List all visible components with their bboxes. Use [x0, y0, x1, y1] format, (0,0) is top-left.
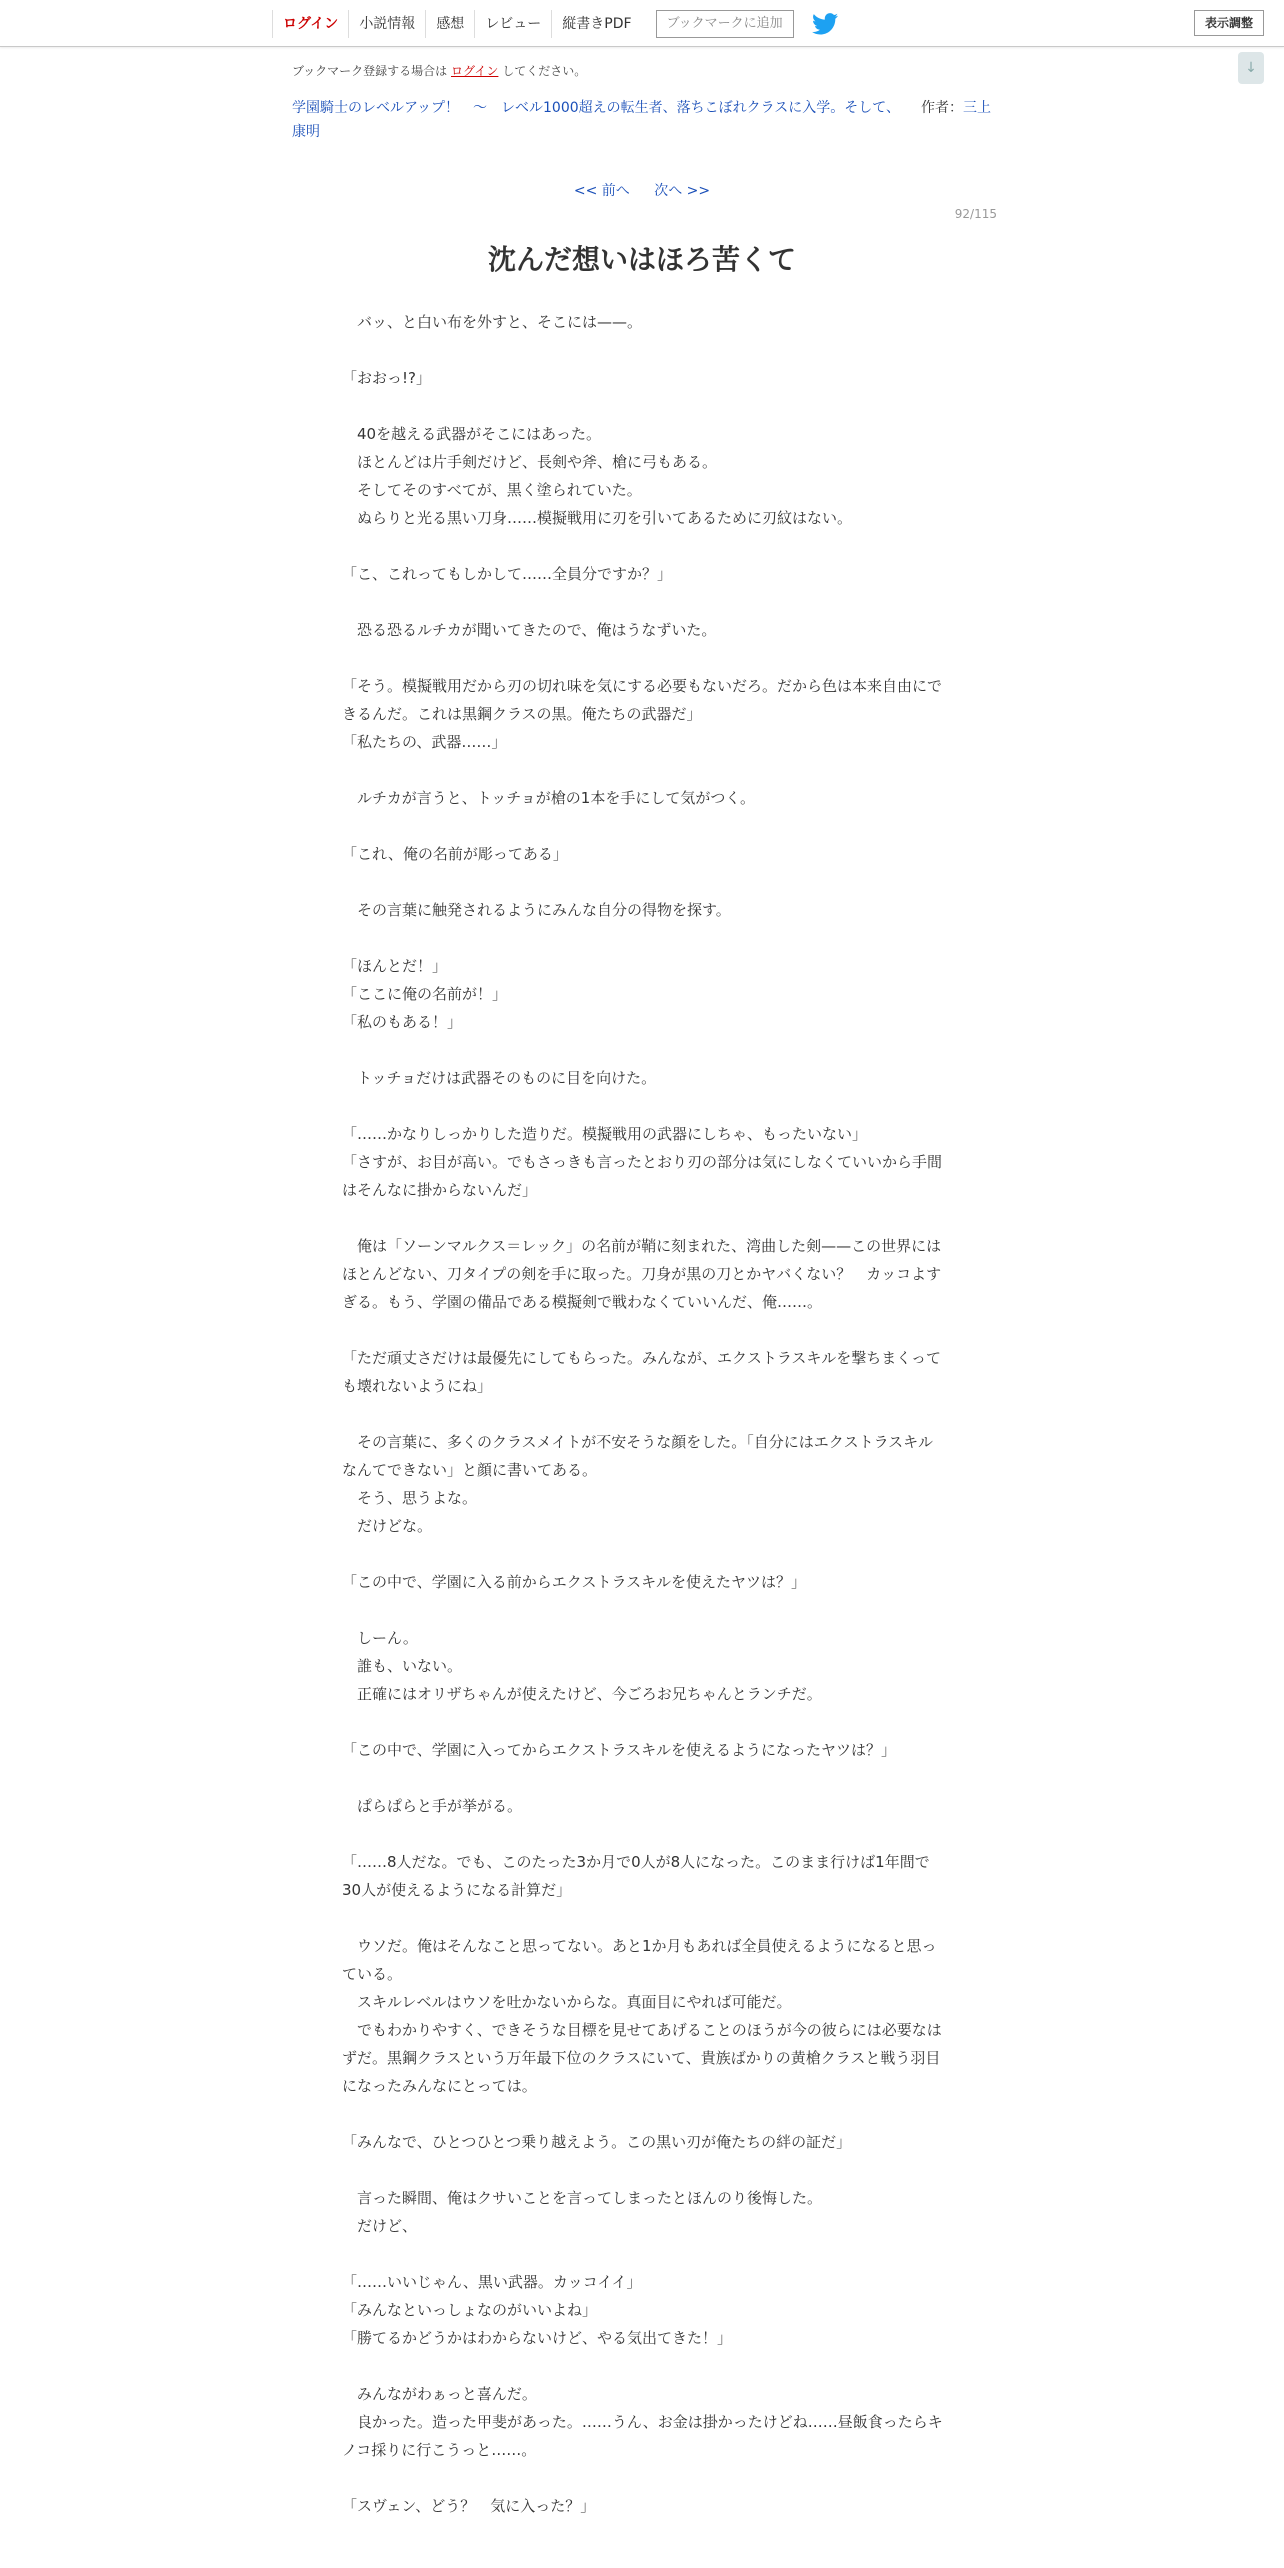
- blank-line: [342, 1708, 947, 1736]
- body-paragraph: ほとんどは片手剣だけど、長剣や斧、槍に弓もある。: [342, 453, 718, 471]
- body-paragraph: 「スヴェン、どう？ 気に入った？」: [342, 2497, 596, 2515]
- body-paragraph: スキルレベルはウソを吐かないからな。真面目にやれば可能だ。: [342, 1993, 792, 2011]
- body-paragraph: 「この中で、学園に入ってからエクストラスキルを使えるようになったヤツは？」: [342, 1741, 896, 1759]
- body-paragraph: 「これ、俺の名前が彫ってある」: [342, 845, 568, 863]
- series-header: [292, 96, 997, 144]
- body-paragraph: 俺は「ソーンマルクス＝レック」の名前が鞘に刻まれた、湾曲した剣——この世界にはほとんどない、刀タイプの剣を手に取った。刀身が黒の刀とかヤバくない？ カッコよすぎる。もう、学園の備品である模擬剣で戦わなくていいんだ、俺……。: [342, 1237, 942, 1311]
- blank-line: [342, 868, 947, 896]
- blank-line: [342, 2100, 947, 2128]
- blank-line: [342, 392, 947, 420]
- body-paragraph: 「……かなりしっかりした造りだ。模擬戦用の武器にしちゃ、もったいない」: [342, 1125, 868, 1143]
- body-paragraph: 「みんなで、ひとつひとつ乗り越えよう。この黒い刃が俺たちの絆の証だ」: [342, 2133, 852, 2151]
- blank-line: [342, 588, 947, 616]
- body-paragraph: 「ここに俺の名前が！」: [342, 985, 508, 1003]
- blank-line: [342, 336, 947, 364]
- blank-line: [342, 2240, 947, 2268]
- blank-line: [342, 532, 947, 560]
- body-paragraph: 「ただ頑丈さだけは最優先にしてもらった。みんなが、エクストラスキルを撃ちまくっても壊れないようにね」: [342, 1349, 941, 1395]
- body-paragraph: ルチカが言うと、トッチョが槍の1本を手にして気がつく。: [342, 789, 756, 807]
- body-paragraph: 「おおっ!?」: [342, 369, 431, 387]
- author-label: 作者：: [920, 100, 963, 116]
- blank-line: [342, 812, 947, 840]
- blank-line: [342, 1092, 947, 1120]
- body-paragraph: ぬらりと光る黒い刀身……模擬戦用に刃を引いてあるために刃紋はない。: [342, 509, 853, 527]
- chapter-title: 沈んだ想いはほろ苦くて: [487, 243, 796, 276]
- prev-link[interactable]: << 前へ: [573, 183, 630, 199]
- scroll-down-icon[interactable]: ↓: [1238, 52, 1264, 84]
- novel-info-link[interactable]: 小説情報: [348, 10, 425, 38]
- blank-line: [342, 1400, 947, 1428]
- body-paragraph: 言った瞬間、俺はクサいことを言ってしまったとほんのり後悔した。: [342, 2189, 823, 2207]
- body-paragraph: その言葉に触発されるようにみんな自分の得物を探す。: [342, 901, 731, 919]
- review-link[interactable]: レビュー: [474, 10, 551, 38]
- body-paragraph: 「この中で、学園に入る前からエクストラスキルを使えたヤツは？」: [342, 1573, 806, 1591]
- page-count: 92/115: [954, 207, 997, 221]
- vertical-pdf-link[interactable]: 縦書きPDF: [551, 10, 641, 38]
- body-paragraph: 「私のもある！」: [342, 1013, 463, 1031]
- blank-line: [342, 644, 947, 672]
- display-settings-button[interactable]: 表示調整: [1194, 10, 1264, 36]
- body-paragraph: トッチョだけは武器そのものに目を向けた。: [342, 1069, 657, 1087]
- body-paragraph: 「勝てるかどうかはわからないけど、やる気出てきた！」: [342, 2329, 733, 2347]
- author-link[interactable]: 三上康明: [292, 100, 991, 140]
- body-paragraph: 恐る恐るルチカが聞いてきたので、俺はうなずいた。: [342, 621, 717, 639]
- main-nav: [272, 10, 838, 38]
- notice-login-link[interactable]: ログイン: [451, 64, 499, 78]
- blank-line: [342, 2464, 947, 2492]
- body-paragraph: そう、思うよな。: [342, 1489, 478, 1507]
- blank-line: [342, 1904, 947, 1932]
- body-paragraph: 「そう。模擬戦用だから刃の切れ味を気にする必要もないだろ。だから色は本来自由にできるんだ。これは黒鋼クラスの黒。俺たちの武器だ」: [342, 677, 943, 723]
- blank-line: [342, 1820, 947, 1848]
- body-paragraph: 誰も、いない。: [342, 1657, 463, 1675]
- blank-line: [342, 1764, 947, 1792]
- body-paragraph: 「……8人だな。でも、このたった3か月で0人が8人になった。このまま行けば1年間で30人が使えるようになる計算だ」: [342, 1853, 930, 1899]
- blank-line: [342, 924, 947, 952]
- series-title-link[interactable]: 学園騎士のレベルアップ！ 〜 レベル1000超えの転生者、落ちこぼれクラスに入学。そして、: [292, 100, 893, 116]
- blank-line: [342, 1316, 947, 1344]
- body-paragraph: ウソだ。俺はそんなこと思ってない。あと1か月もあれば全員使えるようになると思っている。: [342, 1937, 937, 1983]
- body-paragraph: 「こ、これってもしかして……全員分ですか？」: [342, 565, 673, 583]
- body-paragraph: そしてそのすべてが、黒く塗られていた。: [342, 481, 642, 499]
- body-paragraph: 「さすが、お目が高い。でもさっきも言ったとおり刃の部分は気にしなくていいから手間はそんなに掛からないんだ」: [342, 1153, 943, 1199]
- body-paragraph: だけど、: [342, 2217, 418, 2235]
- body-paragraph: 「……いいじゃん、黒い武器。カッコイイ」: [342, 2273, 642, 2291]
- body-paragraph: みんながわぁっと喜んだ。: [342, 2385, 537, 2403]
- bookmark-login-notice: [292, 62, 586, 79]
- login-link[interactable]: ログイン: [272, 10, 348, 38]
- body-paragraph: でもわかりやすく、できそうな目標を見せてあげることのほうが今の彼らには必要なはずだ。黒鋼クラスという万年最下位のクラスにいて、貴族ばかりの黄槍クラスと戦う羽目になったみんなにとっては。: [342, 2021, 942, 2095]
- blank-line: [342, 1036, 947, 1064]
- body-paragraph: 正確にはオリザちゃんが使えたけど、今ごろお兄ちゃんとランチだ。: [342, 1685, 822, 1703]
- blank-line: [342, 1596, 947, 1624]
- body-paragraph: 「みんなといっしょなのがいいよね」: [342, 2301, 598, 2319]
- twitter-icon[interactable]: [812, 13, 838, 35]
- next-link[interactable]: 次へ >>: [654, 183, 711, 199]
- blank-line: [342, 2156, 947, 2184]
- body-paragraph: 40を越える武器がそこにはあった。: [342, 425, 601, 443]
- body-paragraph: 良かった。造った甲斐があった。……うん、お金は掛かったけどね……昼飯食ったらキノコ採りに行こうっと……。: [342, 2413, 943, 2459]
- body-paragraph: だけどな。: [342, 1517, 433, 1535]
- novel-body: [342, 308, 947, 2520]
- blank-line: [342, 1204, 947, 1232]
- impressions-link[interactable]: 感想: [425, 10, 474, 38]
- blank-line: [342, 756, 947, 784]
- blank-line: [342, 2352, 947, 2380]
- notice-text-before: ブックマーク登録する場合は: [292, 64, 448, 78]
- body-paragraph: 「私たちの、武器……」: [342, 733, 507, 751]
- blank-line: [342, 1540, 947, 1568]
- add-bookmark-button[interactable]: ブックマークに追加: [656, 10, 794, 38]
- body-paragraph: ぱらぱらと手が挙がる。: [342, 1797, 523, 1815]
- body-paragraph: バッ、と白い布を外すと、そこには——。: [342, 313, 643, 331]
- body-paragraph: 「ほんとだ！」: [342, 957, 448, 975]
- pager: [0, 180, 1284, 200]
- body-paragraph: その言葉に、多くのクラスメイトが不安そうな顔をした。「自分にはエクストラスキルなんてできない」と顔に書いてある。: [342, 1433, 934, 1479]
- top-navigation-bar: [0, 0, 1284, 47]
- body-paragraph: しーん。: [342, 1629, 418, 1647]
- notice-text-after: してください。: [502, 64, 587, 78]
